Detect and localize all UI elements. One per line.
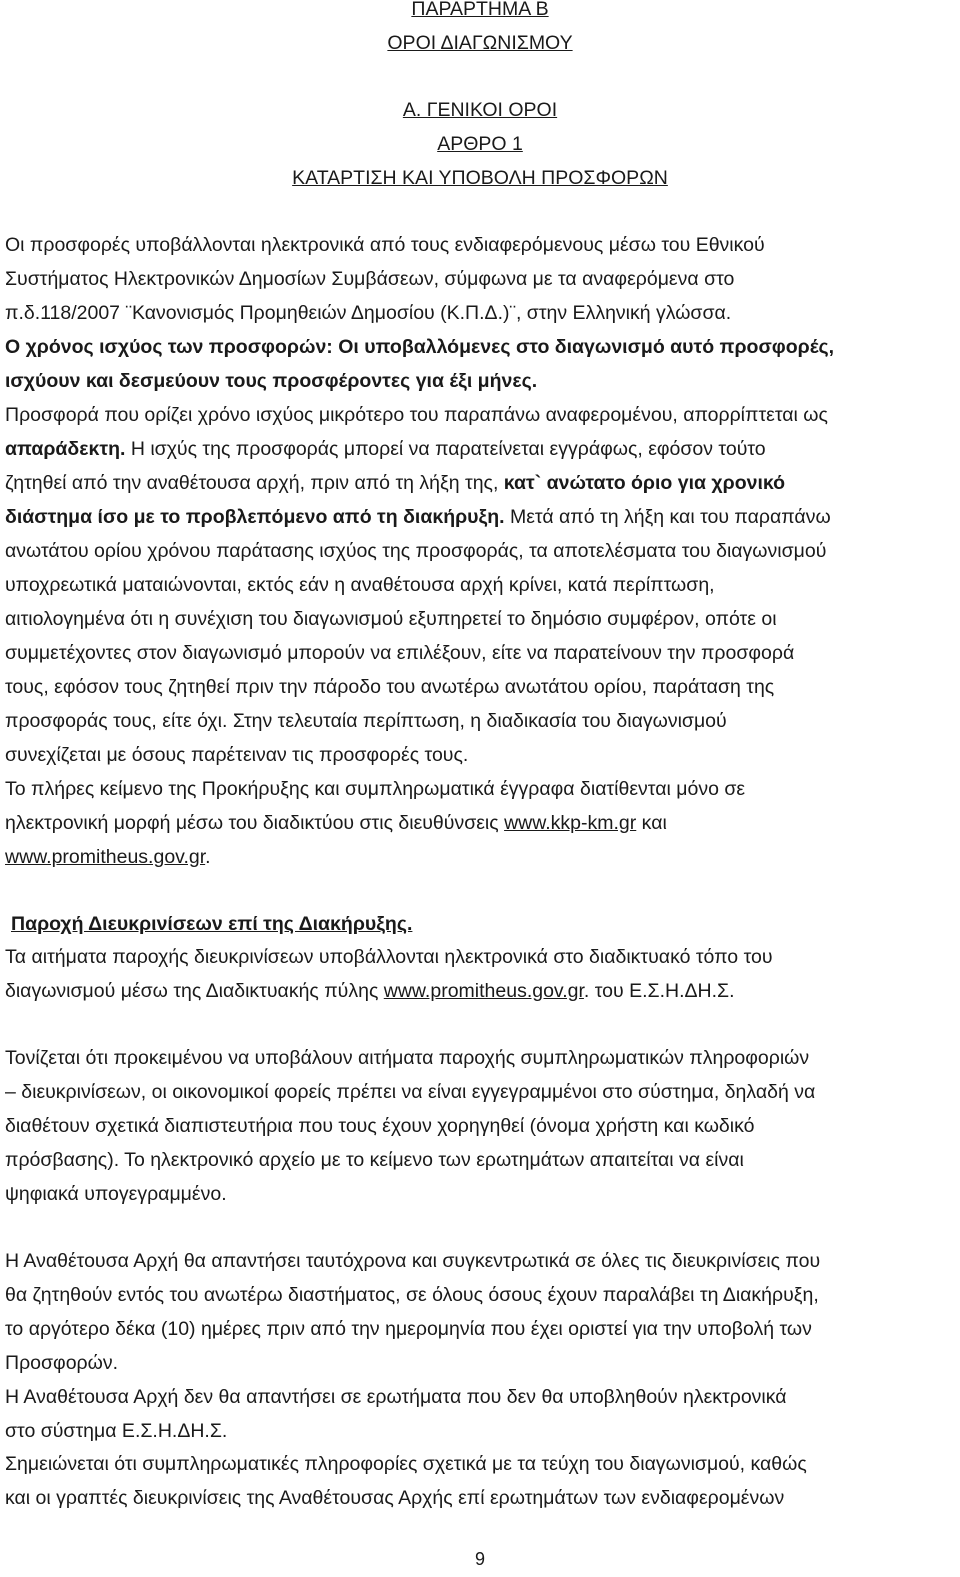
text-line: Προσφορά που ορίζει χρόνο ισχύος μικρότερο του παραπάνω αναφερομένου, απορρίπτεται ως bbox=[5, 404, 828, 426]
bold-text: κατ` ανώτατο όριο για χρονικό bbox=[503, 472, 786, 494]
text-span: . bbox=[205, 846, 211, 868]
text-line: προσφοράς τους, είτε όχι. Στην τελευταία περίπτωση, η διαδικασία του διαγωνισμού bbox=[5, 710, 727, 732]
text-line: θα ζητηθούν εντός του ανωτέρω διαστήματος, σε όλους όσους έχουν παραλάβει τη Διακήρυξη, bbox=[5, 1284, 819, 1306]
text-line: ανωτάτου ορίου χρόνου παράτασης ισχύος της προσφοράς, τα αποτελέσματα του διαγωνισμού bbox=[5, 540, 827, 562]
text-line: στο σύστημα Ε.Σ.Η.ΔΗ.Σ. bbox=[5, 1420, 228, 1442]
bold-text: απαράδεκτη. bbox=[5, 438, 126, 460]
text-line: Συστήματος Ηλεκτρονικών Δημοσίων Συμβάσεων, σύμφωνα με τα αναφερόμενα στο bbox=[5, 268, 735, 290]
text-line bbox=[5, 437, 766, 461]
text-line: Το πλήρες κείμενο της Προκήρυξης και συμπληρωματικά έγγραφα διατίθενται μόνο σε bbox=[5, 778, 746, 800]
promitheus-link[interactable]: www.promitheus.gov.gr bbox=[5, 846, 206, 868]
text-line bbox=[5, 505, 831, 529]
text-line: συνεχίζεται με όσους παρέτειναν τις προσφορές τους. bbox=[5, 744, 469, 766]
bold-text: διάστημα ίσο με το προβλεπόμενο από τη διακήρυξη. bbox=[5, 506, 505, 528]
clarifications-heading bbox=[11, 912, 412, 936]
text-line: Η Αναθέτουσα Αρχή θα απαντήσει ταυτόχρονα και συγκεντρωτικά σε όλες τις διευκρινίσεις που bbox=[5, 1250, 821, 1272]
page-number: 9 bbox=[474, 1549, 485, 1569]
promitheus-link[interactable]: www.promitheus.gov.gr bbox=[383, 980, 584, 1002]
annex-heading: ΠΑΡΑΡΤΗΜΑ Β bbox=[411, 0, 549, 20]
text-line: πρόσβασης). Το ηλεκτρονικό αρχείο με το κείμενο των ερωτημάτων απαιτείται να είναι bbox=[5, 1149, 744, 1171]
text-span: . του Ε.Σ.Η.ΔΗ.Σ. bbox=[583, 980, 735, 1002]
terms-heading: ΟΡΟΙ ΔΙΑΓΩΝΙΣΜΟΥ bbox=[387, 32, 573, 54]
text-line bbox=[5, 811, 667, 835]
text-span: διαγωνισμού μέσω της Διαδικτυακής πύλης bbox=[5, 980, 384, 1002]
article-title-heading: ΚΑΤΑΡΤΙΣΗ ΚΑΙ ΥΠΟΒΟΛΗ ΠΡΟΣΦΟΡΩΝ bbox=[292, 167, 668, 189]
text-line: ψηφιακά υπογεγραμμένο. bbox=[5, 1183, 227, 1205]
text-span: ηλεκτρονική μορφή μέσω του διαδικτύου στις διευθύνσεις bbox=[5, 812, 505, 834]
text-span: και bbox=[636, 812, 667, 834]
text-line: Προσφορών. bbox=[5, 1352, 119, 1374]
text-line: διαθέτουν σχετικά διαπιστευτήρια που τους έχουν χορηγηθεί (όνομα χρήστη και κωδικό bbox=[5, 1115, 755, 1137]
text-line bbox=[5, 845, 211, 869]
text-span: ζητηθεί από την αναθέτουσα αρχή, πριν από τη λήξη της, bbox=[5, 472, 504, 494]
text-line: αιτιολογημένα ότι η συνέχιση του διαγωνισμού εξυπηρετεί το δημόσιο συμφέρον, οπότε οι bbox=[5, 608, 777, 630]
bold-text: ισχύουν και δεσμεύουν τους προσφέροντες για έξι μήνες. bbox=[5, 370, 538, 392]
text-line: τους, εφόσον τους ζητηθεί πριν την πάροδο του ανωτέρω ανωτάτου ορίου, παράταση της bbox=[5, 676, 775, 698]
text-line: συμμετέχοντες στον διαγωνισμό μπορούν να επιλέξουν, είτε να παρατείνουν την προσφορά bbox=[5, 642, 795, 664]
bold-text: Ο χρόνος ισχύος των προσφορών: Οι υποβαλλόμενες στο διαγωνισμό αυτό προσφορές, bbox=[5, 336, 835, 358]
general-terms-heading: Α. ΓΕΝΙΚΟΙ ΟΡΟΙ bbox=[402, 99, 558, 121]
text-span: Η ισχύς της προσφοράς μπορεί να παρατείνεται εγγράφως, εφόσον τούτο bbox=[125, 438, 766, 460]
article-heading: ΑΡΘΡΟ 1 bbox=[437, 133, 523, 155]
kkp-link[interactable]: www.kkp-km.gr bbox=[504, 812, 637, 834]
text-span: Μετά από τη λήξη και του παραπάνω bbox=[504, 506, 831, 528]
text-line: Η Αναθέτουσα Αρχή δεν θα απαντήσει σε ερωτήματα που δεν θα υποβληθούν ηλεκτρονικά bbox=[5, 1386, 787, 1408]
text-line bbox=[5, 471, 785, 495]
text-line bbox=[5, 979, 735, 1003]
text-line bbox=[5, 335, 834, 359]
text-line: Τονίζεται ότι προκειμένου να υποβάλουν αιτήματα παροχής συμπληρωματικών πληροφοριών bbox=[5, 1047, 810, 1069]
text-line: – διευκρινίσεων, οι οικονομικοί φορείς πρέπει να είναι εγγεγραμμένοι στο σύστημα, δηλαδή να bbox=[5, 1081, 816, 1103]
text-line: το αργότερο δέκα (10) ημέρες πριν από την ημερομηνία που έχει οριστεί για την υποβολή των bbox=[5, 1318, 812, 1340]
text-line: Σημειώνεται ότι συμπληρωματικές πληροφορίες σχετικά με τα τεύχη του διαγωνισμού, καθώς bbox=[5, 1453, 807, 1475]
bold-text: Παροχή Διευκρινίσεων επί της Διακήρυξης. bbox=[11, 913, 413, 935]
text-line: υποχρεωτικά ματαιώνονται, εκτός εάν η αναθέτουσα αρχή κρίνει, κατά περίπτωση, bbox=[5, 574, 715, 596]
text-line: Τα αιτήματα παροχής διευκρινίσεων υποβάλλονται ηλεκτρονικά στο διαδικτυακό τόπο του bbox=[5, 946, 773, 968]
text-line bbox=[5, 369, 537, 393]
text-line: π.δ.118/2007 ¨Κανονισμός Προμηθειών Δημοσίου (Κ.Π.Δ.)¨, στην Ελληνική γλώσσα. bbox=[5, 302, 732, 324]
text-line: Οι προσφορές υποβάλλονται ηλεκτρονικά από τους ενδιαφερόμενους μέσω του Εθνικού bbox=[5, 234, 765, 256]
text-line: και οι γραπτές διευκρινίσεις της Αναθέτουσας Αρχής επί ερωτημάτων των ενδιαφερομένων bbox=[5, 1487, 785, 1509]
